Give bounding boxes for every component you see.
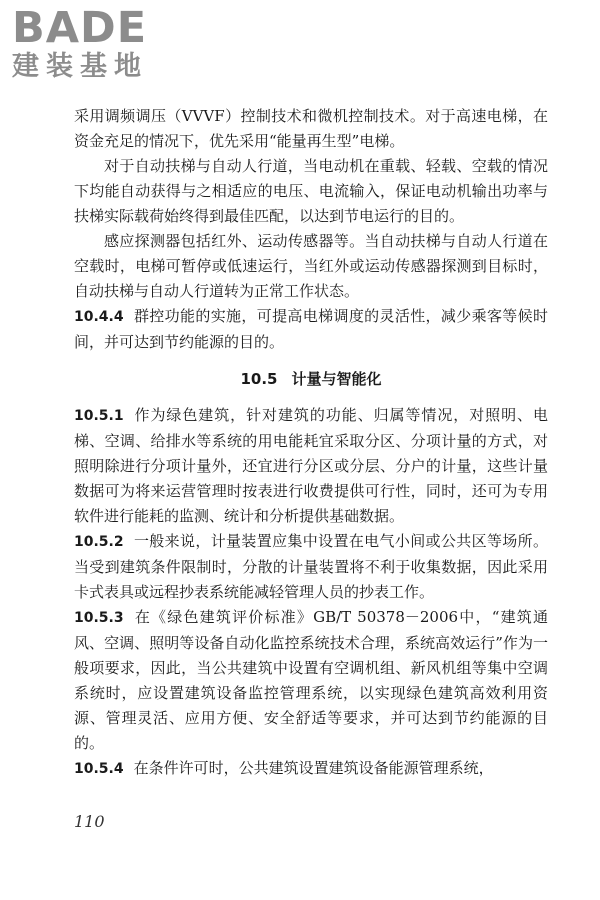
clause-number: 10.5.2 [74,534,124,550]
page-body [74,104,548,782]
clause-text: 群控功能的实施，可提高电梯调度的灵活性，减少乘客等候时间，并可达到节约能源的目的。 [74,307,548,351]
page-number: 110 [74,812,105,831]
logo-subtitle: 建装基地 [12,51,148,82]
clause-text: 作为绿色建筑，针对建筑的功能、归属等情况，对照明、电梯、空调、给排水等系统的用电能耗宜采取分区、分项计量的方式，对照明除进行分项计量外，还宜进行分区或分层、分户的计量，这些计量数据可为将来运营管理时按表进行收费提供可行性，同时，还可为专用软件进行能耗的监测、统计和分析提供基础数据。 [74,406,548,525]
section-title: 计量与智能化 [291,370,382,388]
clause-text: 在条件许可时，公共建筑设置建筑设备能源管理系统， [133,759,494,777]
paragraph-vvvf: 采用调频调压（VVVF）控制技术和微机控制技术。对于高速电梯，在资金充足的情况下，优先采用“能量再生型”电梯。 [74,107,548,150]
clause-text: 在《绿色建筑评价标准》GB/T 50378－2006中，“建筑通风、空调、照明等设备自动化监控系统技术合理，系统高效运行”作为一般项要求，因此，当公共建筑中设置有空调机组、新风机组等集中空调系统时，应设置建筑设备监控管理系统，以实现绿色建筑高效利用资源、管理灵活、应用方便、安全舒适等要求，并可达到节约能源的目的。 [74,608,548,752]
clause-number: 10.4.4 [74,309,124,325]
clause-10-5-2 [74,529,548,605]
paragraph-escalator: 对于自动扶梯与自动人行道，当电动机在重载、轻载、空载的情况下均能自动获得与之相适应的电压、电流输入，保证电动机输出功率与扶梯实际载荷始终得到最佳匹配，以达到节电运行的目的。 [74,157,548,225]
paragraph-sensor: 感应探测器包括红外、运动传感器等。当自动扶梯与自动人行道在空载时，电梯可暂停或低速运行，当红外或运动传感器探测到目标时，自动扶梯与自动人行道转为正常工作状态。 [74,232,548,300]
section-number: 10.5 [240,370,278,388]
section-heading [74,367,548,391]
logo-wordmark: BADE [12,3,148,53]
clause-10-5-4 [74,756,548,782]
clause-number: 10.5.4 [74,761,124,777]
clause-number: 10.5.3 [74,610,124,626]
publisher-logo [12,3,182,86]
clause-10-4-4 [74,304,548,355]
clause-text: 一般来说，计量装置应集中设置在电气小间或公共区等场所。当受到建筑条件限制时，分散的计量装置将不利于收集数据，因此采用卡式表具或远程抄表系统能减轻管理人员的抄表工作。 [74,532,548,601]
clause-10-5-1 [74,403,548,529]
clause-number: 10.5.1 [74,408,124,424]
clause-10-5-3 [74,605,548,756]
